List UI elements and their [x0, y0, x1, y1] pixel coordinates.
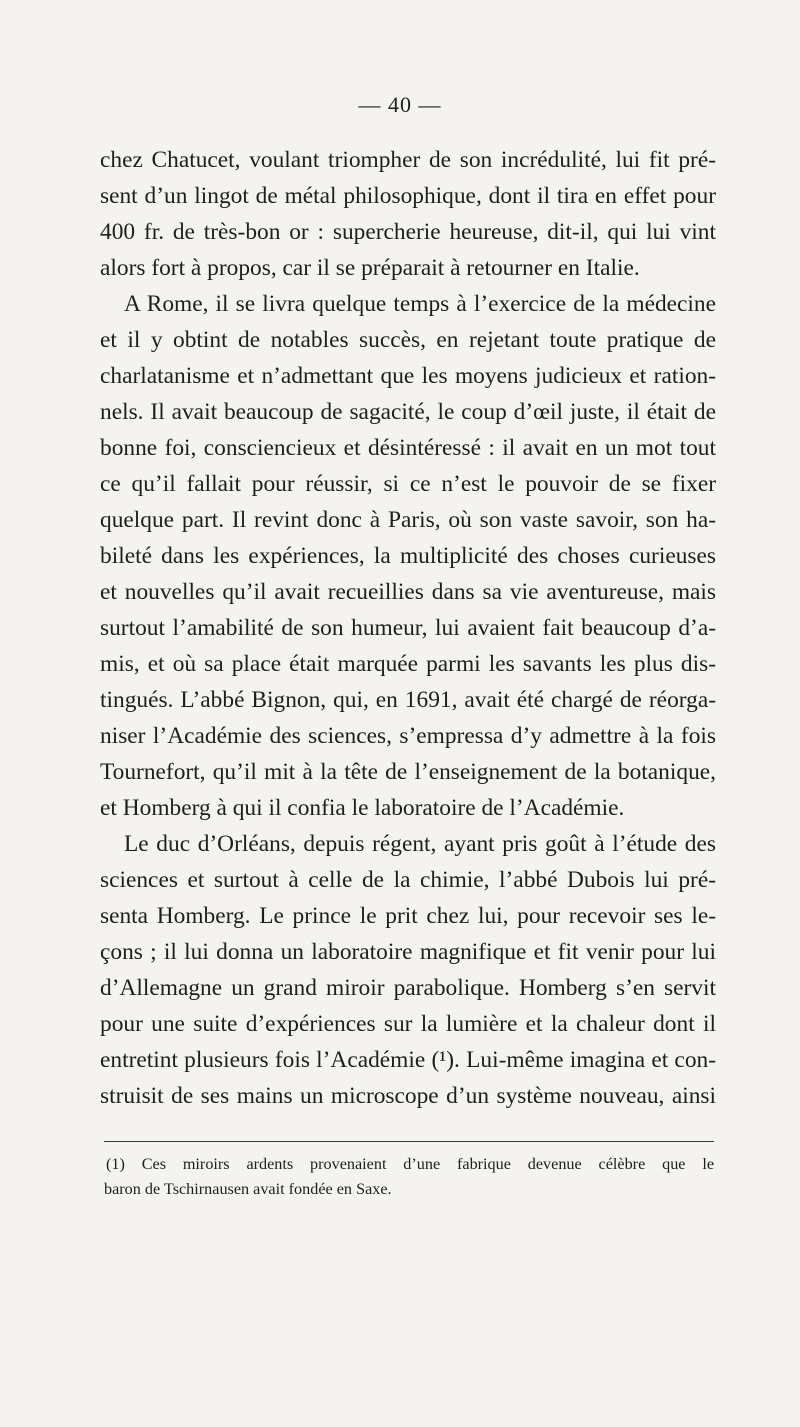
text-line: senta Homberg. Le prince le prit chez lui, pour recevoir ses le- — [100, 903, 716, 929]
text-line: chez Chatucet, voulant triompher de son incrédulité, lui fit pré- — [100, 147, 716, 173]
text-line: çons ; il lui donna un laboratoire magnifique et fit venir pour lui — [100, 939, 716, 965]
text-line: mis, et où sa place était marquée parmi les savants les plus dis- — [100, 651, 716, 677]
text-line: Tournefort, qu’il mit à la tête de l’enseignement de la botanique, — [100, 759, 716, 785]
text-line: A Rome, il se livra quelque temps à l’exercice de la médecine — [124, 291, 716, 317]
text-line: et Homberg à qui il confia le laboratoire de l’Académie. — [100, 795, 625, 821]
text-line: ce qu’il fallait pour réussir, si ce n’est le pouvoir de se fixer — [100, 471, 716, 497]
page-number: — 40 — — [358, 92, 442, 117]
text-line: alors fort à propos, car il se préparait à retourner en Italie. — [100, 255, 640, 281]
footnote-line: baron de Tschirnausen avait fondée en Saxe. — [104, 1180, 392, 1198]
text-line: 400 fr. de très-bon or : supercherie heureuse, dit-il, qui lui vint — [100, 219, 716, 245]
text-line: Le duc d’Orléans, depuis régent, ayant pris goût à l’étude des — [124, 831, 716, 857]
text-line: pour une suite d’expériences sur la lumière et la chaleur dont il — [100, 1011, 716, 1037]
text-line: sent d’un lingot de métal philosophique, dont il tira en effet pour — [100, 183, 716, 209]
text-line: et il y obtint de notables succès, en rejetant toute pratique de — [100, 327, 716, 353]
text-line: tingués. L’abbé Bignon, qui, en 1691, avait été chargé de réorga- — [100, 687, 716, 713]
text-line: bonne foi, consciencieux et désintéressé : il avait en un mot tout — [100, 435, 716, 461]
footnote-divider — [104, 1141, 714, 1142]
footnote-line: (1) Ces miroirs ardents provenaient d’une fabrique devenue célèbre que le — [106, 1155, 714, 1173]
text-line: sciences et surtout à celle de la chimie, l’abbé Dubois lui pré- — [100, 867, 716, 893]
text-line: bileté dans les expériences, la multiplicité des choses curieuses — [100, 543, 716, 569]
text-line: entretint plusieurs fois l’Académie (¹). Lui-même imagina et con- — [100, 1047, 716, 1073]
footnote — [104, 1152, 714, 1202]
text-line: quelque part. Il revint donc à Paris, où son vaste savoir, son ha- — [100, 507, 716, 533]
text-line: nels. Il avait beaucoup de sagacité, le coup d’œil juste, il était de — [100, 399, 716, 425]
text-line: et nouvelles qu’il avait recueillies dans sa vie aventureuse, mais — [100, 579, 716, 605]
text-line: surtout l’amabilité de son humeur, lui avaient fait beaucoup d’a- — [100, 615, 716, 641]
text-line: niser l’Académie des sciences, s’empressa d’y admettre à la fois — [100, 723, 716, 749]
text-line: charlatanisme et n’admettant que les moyens judicieux et ration- — [100, 363, 716, 389]
text-line: d’Allemagne un grand miroir parabolique. Homberg s’en servit — [100, 975, 716, 1001]
main-text — [100, 142, 716, 1114]
text-line: struisit de ses mains un microscope d’un système nouveau, ainsi — [100, 1083, 716, 1109]
